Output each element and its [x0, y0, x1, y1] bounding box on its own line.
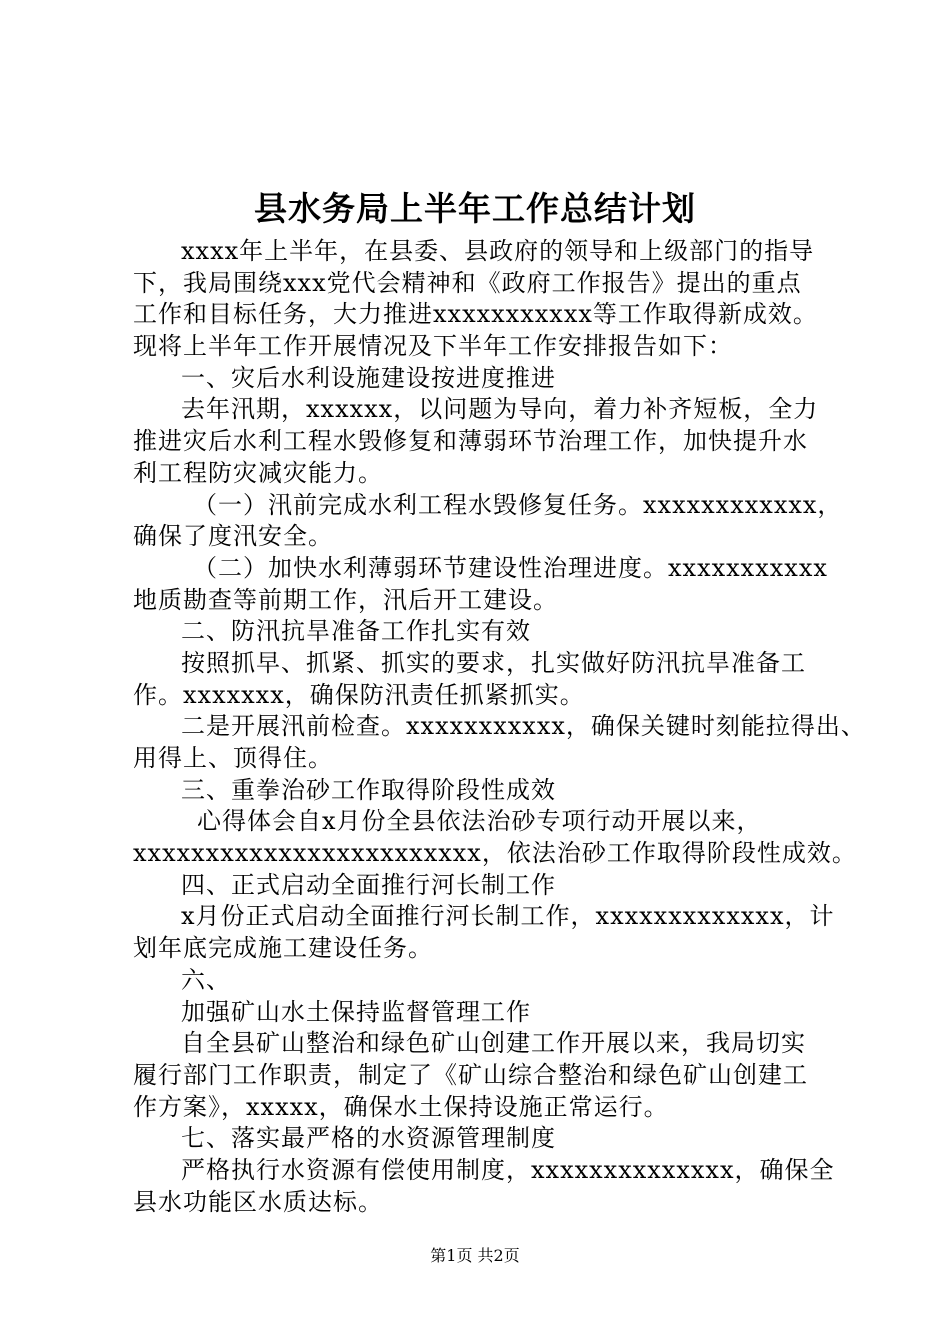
paragraph-line: （一）汛前完成水利工程水毁修复任务。xxxxxxxxxxxx，: [193, 490, 843, 519]
paragraph-line: 划年底完成施工建设任务。: [133, 934, 433, 963]
paragraph-line: x月份正式启动全面推行河长制工作，xxxxxxxxxxxxx，计: [181, 902, 835, 931]
section-heading: 七、落实最严格的水资源管理制度: [181, 1124, 556, 1153]
section-heading: 三、重拳治砂工作取得阶段性成效: [181, 775, 556, 804]
paragraph-line: 用得上、顶得住。: [133, 744, 333, 772]
section-heading: 六、: [181, 965, 231, 994]
section-heading: 加强矿山水土保持监督管理工作: [181, 997, 531, 1026]
paragraph-line: 现将上半年工作开展情况及下半年工作安排报告如下：: [133, 332, 733, 361]
paragraph-line: （二）加快水利薄弱环节建设性治理进度。xxxxxxxxxxx: [193, 553, 828, 582]
document-body: [133, 236, 866, 1218]
paragraph-line: 下，我局围绕xxx党代会精神和《政府工作报告》提出的重点: [133, 268, 802, 297]
section-heading: 二、防汛抗旱准备工作扎实有效: [181, 617, 531, 646]
section-heading: 一、灾后水利设施建设按进度推进: [181, 363, 556, 392]
paragraph-line: 严格执行水资源有偿使用制度，xxxxxxxxxxxxxx，确保全: [181, 1155, 835, 1184]
paragraph-line: 利工程防灾减灾能力。: [133, 458, 383, 487]
paragraph-line: 确保了度汛安全。: [133, 522, 333, 551]
section-heading: 四、正式启动全面推行河长制工作: [181, 870, 556, 899]
paragraph-line: 履行部门工作职责，制定了《矿山综合整治和绿色矿山创建工: [133, 1060, 808, 1089]
paragraph-line: 县水功能区水质达标。: [133, 1187, 383, 1216]
paragraph-line: 心得体会自x月份全县依法治砂专项行动开展以来，: [197, 807, 762, 836]
paragraph-line: 二是开展汛前检查。xxxxxxxxxxx，确保关键时刻能拉得出、: [181, 712, 866, 741]
document-title: 县水务局上半年工作总结计划: [254, 189, 696, 228]
page-footer: 第1页 共2页: [430, 1246, 520, 1265]
paragraph-line: 推进灾后水利工程水毁修复和薄弱环节治理工作，加快提升水: [133, 427, 808, 456]
paragraph-line: 作。xxxxxxx，确保防汛责任抓紧抓实。: [133, 680, 585, 709]
paragraph-line: 地质勘查等前期工作，汛后开工建设。: [133, 585, 558, 614]
paragraph-line: xxxxxxxxxxxxxxxxxxxxxxxx，依法治砂工作取得阶段性成效。: [133, 839, 857, 868]
paragraph-line: 作方案》，xxxxx，确保水土保持设施正常运行。: [133, 1092, 669, 1121]
paragraph-line: 去年汛期，xxxxxx，以问题为导向，着力补齐短板，全力: [181, 395, 819, 424]
paragraph-line: 工作和目标任务，大力推进xxxxxxxxxxx等工作取得新成效。: [133, 300, 818, 329]
paragraph-line: xxxx年上半年，在县委、县政府的领导和上级部门的指导: [181, 237, 815, 265]
paragraph-line: 自全县矿山整治和绿色矿山创建工作开展以来，我局切实: [181, 1029, 806, 1058]
paragraph-line: 按照抓早、抓紧、抓实的要求，扎实做好防汛抗旱准备工: [181, 648, 806, 677]
